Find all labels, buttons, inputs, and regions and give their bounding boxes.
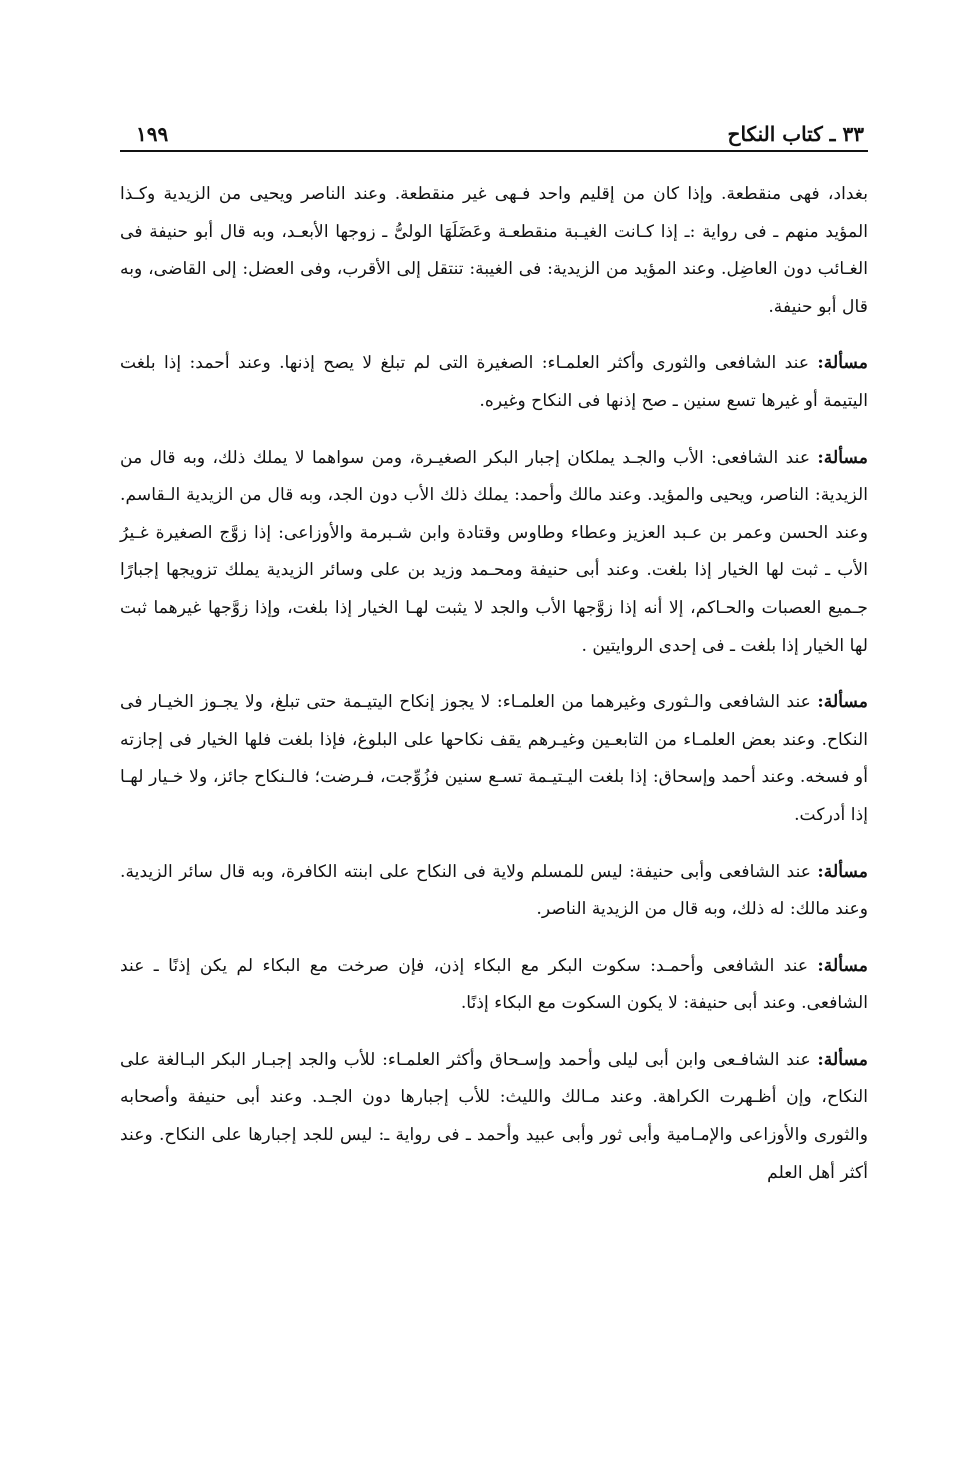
masala-label: مسألة: bbox=[817, 861, 868, 882]
paragraph-text: عند الشافـعى وابن أبى ليلى وأحمد وإسـحاق وأكثر العلمـاء: للأب والجد إجبـار البكر البـالغة على النكاح، وإن أظـهرت الكراهة. وعند مـالك والليث: للأب إجبارها دون الجـد. وعند أبى حنيفة وأصحابه والثورى والأوزاعى والإمـامية وأبى ثور وأبى عبيد وأحمد ـ فى رواية ـ: ليس للجد إجبارها على النكاح. وعند أكثر أهل العلم bbox=[120, 1049, 868, 1183]
paragraph-text: بغداد، فهى منقطعة. وإذا كان من إقليم واحد فـهى غير منقطعة. وعند الناصر ويحيى من الزيدية وكـذا المؤيد منهم ـ فى رواية :ـ إذا كـانت الغيـبة منقطعـة وعَضَلَهَا الولىُّ ـ زوجها الأبعـد، وبه قال أبو حنيفة فى الغـائب دون العاضِل. وعند المؤيد من الزيدية: فى الغيبة: تنتقل إلى الأقرب، وفى العضل: إلى القاضى، وبه قال أبو حنيفة. bbox=[120, 184, 868, 317]
masala-label: مسألة: bbox=[817, 353, 868, 374]
page-number: ١٩٩ bbox=[136, 122, 169, 146]
masala-label: مسألة: bbox=[817, 692, 868, 713]
paragraph-masala bbox=[120, 345, 868, 420]
paragraph-masala bbox=[120, 1042, 868, 1192]
running-header bbox=[120, 108, 868, 146]
paragraph-continuation bbox=[120, 176, 868, 326]
paragraph-masala bbox=[120, 854, 868, 929]
paragraph-masala bbox=[120, 684, 868, 834]
header-rule bbox=[120, 150, 868, 152]
masala-label: مسألة: bbox=[817, 1049, 868, 1070]
paragraph-text: عند الشافعى وأحمـد: سكوت البكر مع البكاء إذن، فإن صرخت مع البكاء لم يكن إذنًا ـ عند الشافعى. وعند أبى حنيفة: لا يكون السكوت مع البكاء إذنًا. bbox=[120, 955, 868, 1014]
paragraph-text: عند الشافعى: الأب والجـد يملكان إجبار البكر الصغيـرة، ومن سواهما لا يملك ذلك، وبه قال من الزيدية: الناصر، ويحيى والمؤيد. وعند مالك وأحمد: يملك ذلك الأب دون الجد، وبه قال من الزيدية الـقاسم. وعند الحسن وعمر بن عـبد العزيز وعطاء وطاوس وقتادة وابن شـبرمة والأوزاعى: إذا زوَّج الصغيرة غـيرُ الأب ـ ثبت لها الخيار إذا بلغت. وعند أبى حنيفة ومحـمد وزيد بن على وسائر الزيدية يملك تزويجها إجبارًا جـميع العصبات والحـاكم، إلا أنه إذا زوَّجها الأب والجد لا يثبت لهـا الخيار إذا بلغت، وإذا زوَّجها غيرهما ثبت لها الخيار إذا بلغت ـ فى إحدى الروايتين . bbox=[120, 447, 868, 656]
masala-label: مسألة: bbox=[817, 955, 868, 976]
paragraph-masala bbox=[120, 440, 868, 666]
paragraph-masala bbox=[120, 948, 868, 1023]
paragraph-text: عند الشافعى وأبى حنيفة: ليس للمسلم ولاية فى النكاح على ابنته الكافرة، وبه قال سائر الزيدية. وعند مالك: له ذلك، وبه قال من الزيدية الناصر. bbox=[120, 861, 868, 920]
paragraph-text: عند الشافعى والـثورى وغيرهما من العلمـاء: لا يجوز إنكاح اليتيـمة حتى تبلغ، ولا يجـوز الخيـار فى النكاح. وعند بعض العلمـاء من التابعـين وغيـرهم يقف نكاحها على البلوغ، فإذا بلغت فلها الخيار فى إجازته أو فسخه. وعند أحمد وإسحاق: إذا بلغت اليـتيـمة تسـع سنين فزُوِّجت، فـرضت؛ فالـنكاح جائز، ولا خـيار لهـا إذا أدركت. bbox=[120, 692, 868, 825]
masala-label: مسألة: bbox=[817, 447, 868, 468]
paragraph-text: عند الشافعى والثورى وأكثر العلمـاء: الصغيرة التى لم تبلغ لا يصح إذنها. وعند أحمد: إذا بلغت اليتيمة أو غيرها تسع سنين ـ صح إذنها فى النكاح وغيره. bbox=[120, 353, 868, 411]
book-page bbox=[120, 108, 868, 1448]
running-title: ٣٣ ـ كتاب النكاح bbox=[727, 122, 864, 146]
body-text bbox=[120, 176, 868, 1192]
